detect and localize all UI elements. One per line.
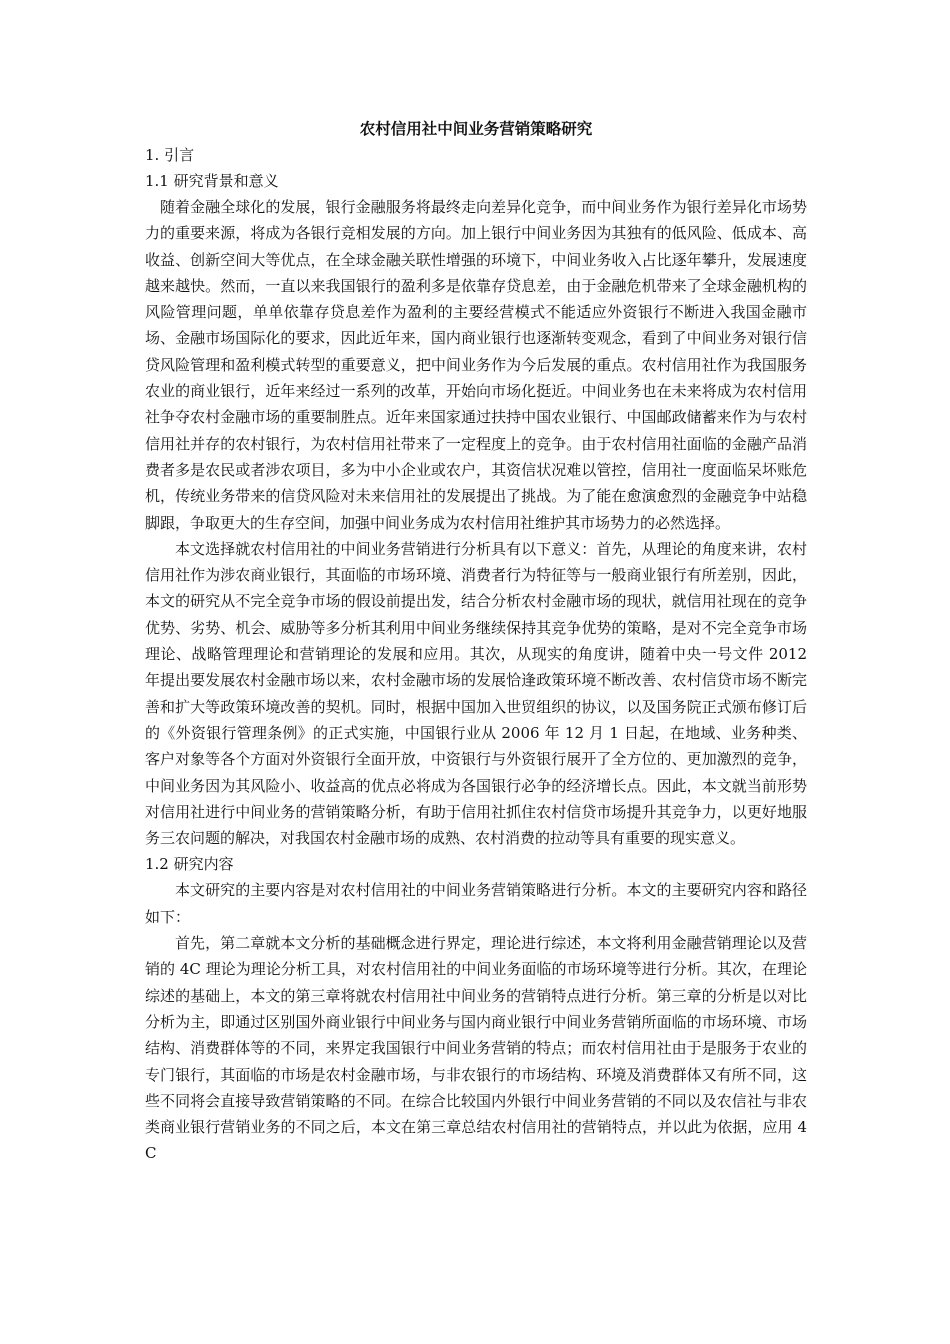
document-title: 农村信用社中间业务营销策略研究 bbox=[359, 119, 593, 138]
paragraph-research-content-2: 首先，第二章就本文分析的基础概念进行界定，理论进行综述，本文将利用金融营销理论以及营销的 4C 理论为理论分析工具，对农村信用社的中间业务面临的市场环境等进行分析。其次，在理论综述的基础上，本文的第三章将就农村信用社中间业务的营销特点进行分析。第三章的分析是以对比分析为主，即通过区别国外商业银行中间业务与国内商业银行中间业务营销所面临的市场环境、市场结构、消费群体等的不同，来界定我国银行中间业务营销的特点；而农村信用社由于是服务于农业的专门银行，其面临的市场是农村金融市场，与非农银行的市场结构、环境及消费群体又有所不同，这些不同将会直接导致营销策略的不同。在综合比较国内外银行中间业务营销的不同以及农信社与非农类商业银行营销业务的不同之后，本文在第三章总结农村信用社的营销特点，并以此为依据，应用 4C bbox=[145, 934, 807, 1163]
paragraph-background-2: 本文选择就农村信用社的中间业务营销进行分析具有以下意义：首先，从理论的角度来讲，农村信用社作为涉农商业银行，其面临的市场环境、消费者行为特征等与一般商业银行有所差别，因此，本文的研究从不完全竞争市场的假设前提出发，结合分析农村金融市场的现状，就信用社现在的竞争优势、劣势、机会、威胁等多分析其利用中间业务继续保持其竞争优势的策略，是对不完全竞争市场理论、战略管理理论和营销理论的发展和应用。其次，从现实的角度讲，随着中央一号文件 2012 年提出要发展农村金融市场以来，农村金融市场的发展恰逢政策环境不断改善、农村信贷市场不断完善和扩大等政策环境改善的契机。同时，根据中国加入世贸组织的协议，以及国务院正式颁布修订后的《外资银行管理条例》的正式实施，中国银行业从 2006 年 12 月 1 日起，在地域、业务种类、客户对象等各个方面对外资银行全面开放，中资银行与外资银行展开了全方位的、更加激烈的竞争，中间业务因为其风险小、收益高的优点必将成为各国银行必争的经济增长点。因此，本文就当前形势对信用社进行中间业务的营销策略分析，有助于信用社抓住农村信贷市场提升其竞争力，以更好地服务三农问题的解决，对我国农村金融市场的成熟、农村消费的拉动等具有重要的现实意义。 bbox=[145, 539, 807, 848]
section-heading-introduction: 1. 引言 bbox=[145, 146, 195, 164]
paragraph-background-1: 随着金融全球化的发展，银行金融服务将最终走向差异化竞争，而中间业务作为银行差异化市场势力的重要来源，将成为各银行竞相发展的方向。加上银行中间业务因为其独有的低风险、低成本、高收益、创新空间大等优点，在全球金融关联性增强的环境下，中间业务收入占比逐年攀升，发展速度越来越快。然而，一直以来我国银行的盈利多是依靠存贷息差，由于金融危机带来了全球金融机构的风险管理问题，单单依靠存贷息差作为盈利的主要经营模式不能适应外资银行不断进入我国金融市场、金融市场国际化的要求，因此近年来，国内商业银行也逐渐转变观念，看到了中间业务对银行信贷风险管理和盈利模式转型的重要意义，把中间业务作为今后发展的重点。农村信用社作为我国服务农业的商业银行，近年来经过一系列的改革，开始向市场化挺近。中间业务也在未来将成为农村信用社争夺农村金融市场的重要制胜点。近年来国家通过扶持中国农业银行、中国邮政储蓄来作为与农村信用社并存的农村银行，为农村信用社带来了一定程度上的竞争。由于农村信用社面临的金融产品消费者多是农民或者涉农项目，多为中小企业或农户，其资信状况难以管控，信用社一度面临呆坏账危机，传统业务带来的信贷风险对未来信用社的发展提出了挑战。为了能在愈演愈烈的金融竞争中站稳脚跟，争取更大的生存空间，加强中间业务成为农村信用社维护其市场势力的必然选择。 bbox=[145, 198, 807, 532]
section-heading-research-content: 1.2 研究内容 bbox=[145, 855, 234, 874]
document-body bbox=[145, 116, 807, 1167]
section-heading-background: 1.1 研究背景和意义 bbox=[145, 172, 279, 190]
paragraph-research-content-1: 本文研究的主要内容是对农村信用社的中间业务营销策略进行分析。本文的主要研究内容和路径如下： bbox=[145, 881, 807, 926]
